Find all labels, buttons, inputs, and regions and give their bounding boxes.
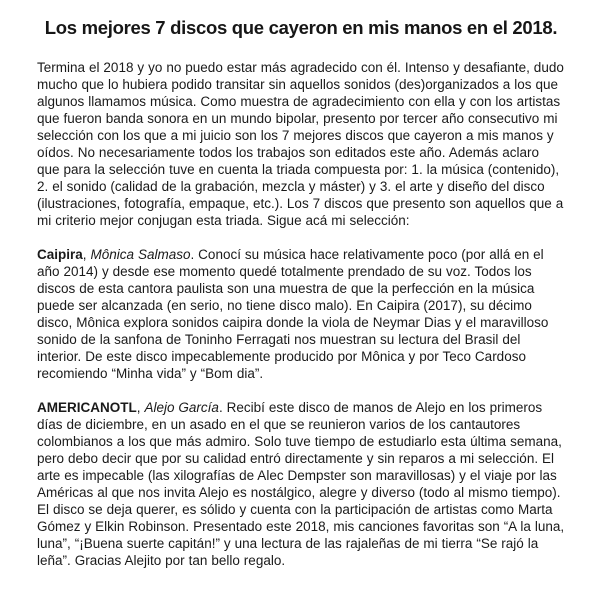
album-artist-separator: , bbox=[82, 247, 91, 262]
review-text: . Recibí este disco de manos de Alejo en los primeros días de diciembre, en un asado en el que se reunieron varios de los cantautores colombianos a los que más admiro. Solo tuve tiempo de estudiarlo esta última semana, pero debo decir que por su calidad entró directamente y sin reparos a mi selección. El arte es impecable (las xilografías de Alec Dempster son maravillosas) y el viaje por las Américas al que nos invita Alejo es nostálgico, alegre y diverso (todo al mismo tiempo). El disco se deja querer, es sólido y cuenta con la participación de artistas como Marta Gómez y Elkin Robinson. Presentado este 2018, mis canciones favoritas son “A la luna, luna”, “¡Buena suerte capitán!” y una lectura de las rajaleñas de mi tierra “Se rajó la leña”. Gracias Alejito por tan bello regalo. bbox=[37, 400, 565, 568]
intro-text: Termina el 2018 y yo no puedo estar más agradecido con él. Intenso y desafiante, dudo mucho que lo hubiera podido transitar sin aquellos sonidos (des)organizados a los que algunos llamamos música. Como muestra de agradecimiento con ella y con los artistas que fueron banda sonora en un mundo bipolar, presento por tercer año consecutivo mi selección con los que a mi juicio son los 7 mejores discos que cayeron a mis manos y oídos. No necesariamente todos los trabajos son editados este año. Además aclaro que para la selección tuve en cuenta la triada compuesta por: 1. la música (contenido), 2. el sonido (calidad de la grabación, mezcla y máster) y 3. el arte y diseño del disco (ilustraciones, fotografía, empaque, etc.). Los 7 discos que presento son aquellos que a mi criterio mejor conjugan esta triada. Sigue acá mi selección: bbox=[37, 60, 564, 228]
review-paragraph-americanotl bbox=[37, 399, 565, 569]
artist-name: Mônica Salmaso bbox=[90, 247, 191, 262]
review-paragraph-caipira bbox=[37, 246, 565, 382]
album-artist-separator: , bbox=[136, 400, 145, 415]
intro-paragraph bbox=[37, 59, 565, 229]
page-title: Los mejores 7 discos que cayeron en mis manos en el 2018. bbox=[44, 17, 558, 38]
artist-name: Alejo García bbox=[144, 400, 219, 415]
album-name: Caipira bbox=[37, 247, 83, 262]
review-text: . Conocí su música hace relativamente poco (por allá en el año 2014) y desde ese momento quedé totalmente prendado de su voz. Todos los discos de esta cantora paulista son una muestra de que la perfección en la música puede ser alcanzada (en serio, no tiene disco malo). En Caipira (2017), su décimo disco, Mônica explora sonidos caipira donde la viola de Neymar Dias y el maravilloso sonido de la sanfona de Toninho Ferragati nos muestran su lectura del Brasil del interior. De este disco impecablemente producido por Mônica y por Teco Cardoso recomiendo “Minha vida” y “Bom dia”. bbox=[37, 247, 549, 381]
album-name: AMERICANOTL bbox=[37, 400, 137, 415]
